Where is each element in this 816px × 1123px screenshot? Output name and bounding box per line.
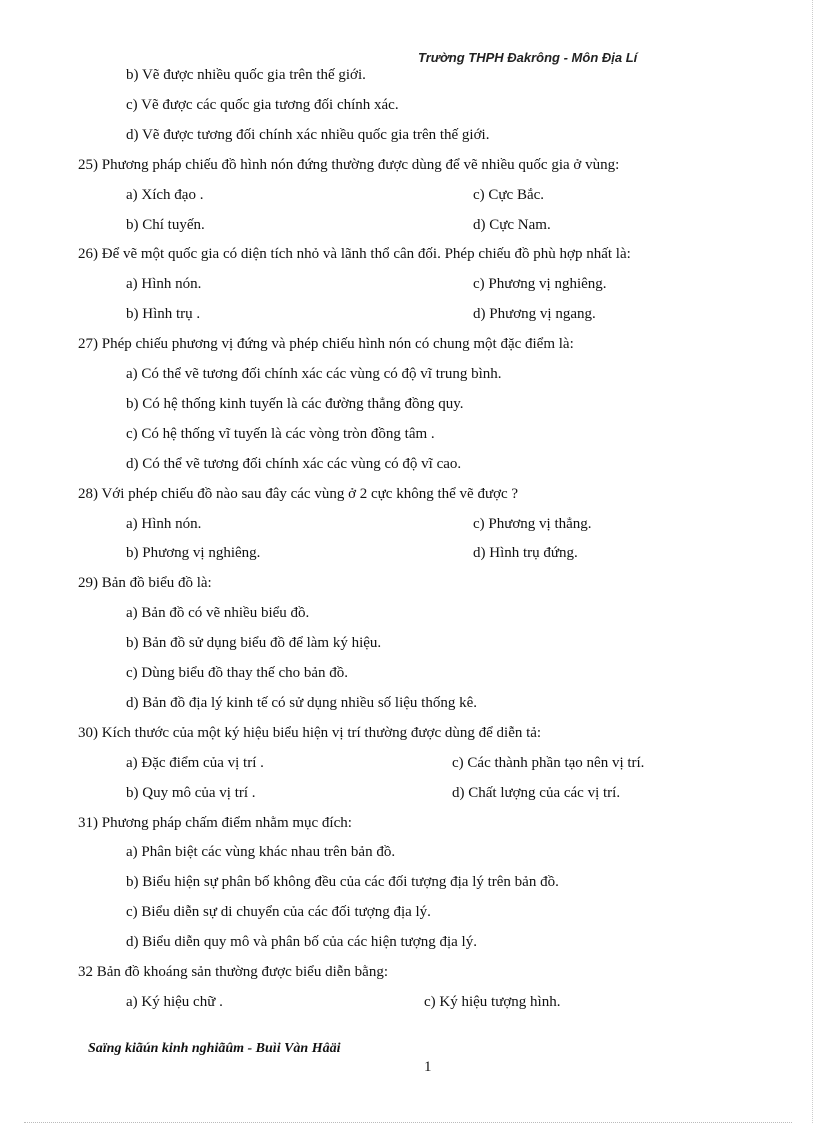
answer-option: c) Dùng biểu đồ thay thế cho bản đồ. bbox=[126, 665, 349, 681]
answer-option: d) Phương vị ngang. bbox=[473, 306, 596, 322]
answer-option: c) Phương vị thẳng. bbox=[473, 516, 592, 532]
answer-option: c) Vẽ được các quốc gia tương đối chính xác. bbox=[126, 97, 399, 113]
answer-option: c) Cực Bắc. bbox=[473, 187, 545, 203]
question-line: 28) Với phép chiếu đồ nào sau đây các vùng ở 2 cực không thể vẽ được ? bbox=[78, 486, 519, 502]
answer-option: d) Hình trụ đứng. bbox=[473, 545, 578, 561]
answer-option: d) Chất lượng của các vị trí. bbox=[452, 785, 621, 801]
answer-option: a) Hình nón. bbox=[126, 276, 202, 292]
answer-option: a) Có thể vẽ tương đối chính xác các vùng có độ vĩ trung bình. bbox=[126, 366, 502, 382]
question-line: 27) Phép chiếu phương vị đứng và phép chiếu hình nón có chung một đặc điểm là: bbox=[78, 336, 574, 352]
answer-option: c) Biểu diễn sự di chuyển của các đối tượng địa lý. bbox=[126, 904, 431, 920]
question-line: 32 Bản đồ khoáng sản thường được biểu diễn bằng: bbox=[78, 964, 388, 980]
answer-option: b) Bản đồ sử dụng biểu đồ để làm ký hiệu. bbox=[126, 635, 382, 651]
answer-option: a) Phân biệt các vùng khác nhau trên bản đồ. bbox=[126, 844, 396, 860]
answer-option: d) Có thể vẽ tương đối chính xác các vùng có độ vĩ cao. bbox=[126, 456, 462, 472]
answer-option: a) Ký hiệu chữ . bbox=[126, 994, 223, 1010]
answer-option: c) Có hệ thống vĩ tuyến là các vòng tròn đồng tâm . bbox=[126, 426, 435, 442]
answer-option: d) Bản đồ địa lý kinh tế có sử dụng nhiều số liệu thống kê. bbox=[126, 695, 477, 711]
page-right-rule bbox=[812, 0, 813, 1123]
answer-option: a) Xích đạo . bbox=[126, 187, 204, 203]
question-line: 31) Phương pháp chấm điểm nhằm mục đích: bbox=[78, 815, 352, 831]
question-line: 26) Để vẽ một quốc gia có diện tích nhỏ và lãnh thổ cân đối. Phép chiếu đồ phù hợp nhất là: bbox=[78, 246, 631, 262]
question-line: 29) Bản đồ biểu đồ là: bbox=[78, 575, 212, 591]
answer-option: a) Hình nón. bbox=[126, 516, 202, 532]
answer-option: d) Cực Nam. bbox=[473, 217, 551, 233]
answer-option: c) Ký hiệu tượng hình. bbox=[424, 994, 561, 1010]
page-number: 1 bbox=[424, 1059, 432, 1075]
answer-option: a) Bản đồ có vẽ nhiều biểu đồ. bbox=[126, 605, 310, 621]
page-header: Trường THPH Đakrông - Môn Địa Lí bbox=[418, 50, 638, 65]
answer-option: b) Quy mô của vị trí . bbox=[126, 785, 256, 801]
answer-option: b) Vẽ được nhiều quốc gia trên thế giới. bbox=[126, 67, 366, 83]
answer-option: d) Vẽ được tương đối chính xác nhiều quốc gia trên thế giới. bbox=[126, 127, 490, 143]
answer-option: b) Phương vị nghiêng. bbox=[126, 545, 261, 561]
footer-author: Saïng kiãún kinh nghiãûm - Buìi Vàn Hâäi bbox=[88, 1041, 341, 1056]
answer-option: c) Các thành phần tạo nên vị trí. bbox=[452, 755, 645, 771]
answer-option: b) Có hệ thống kinh tuyến là các đường thẳng đồng quy. bbox=[126, 396, 464, 412]
answer-option: d) Biểu diễn quy mô và phân bố của các hiện tượng địa lý. bbox=[126, 934, 477, 950]
question-line: 30) Kích thước của một ký hiệu biểu hiện vị trí thường được dùng để diễn tả: bbox=[78, 725, 542, 741]
question-line: 25) Phương pháp chiếu đồ hình nón đứng thường được dùng để vẽ nhiều quốc gia ở vùng: bbox=[78, 157, 620, 173]
answer-option: b) Hình trụ . bbox=[126, 306, 201, 322]
answer-option: c) Phương vị nghiêng. bbox=[473, 276, 607, 292]
answer-option: a) Đặc điểm của vị trí . bbox=[126, 755, 264, 771]
answer-option: b) Biểu hiện sự phân bố không đều của các đối tượng địa lý trên bản đồ. bbox=[126, 874, 559, 890]
answer-option: b) Chí tuyến. bbox=[126, 217, 205, 233]
